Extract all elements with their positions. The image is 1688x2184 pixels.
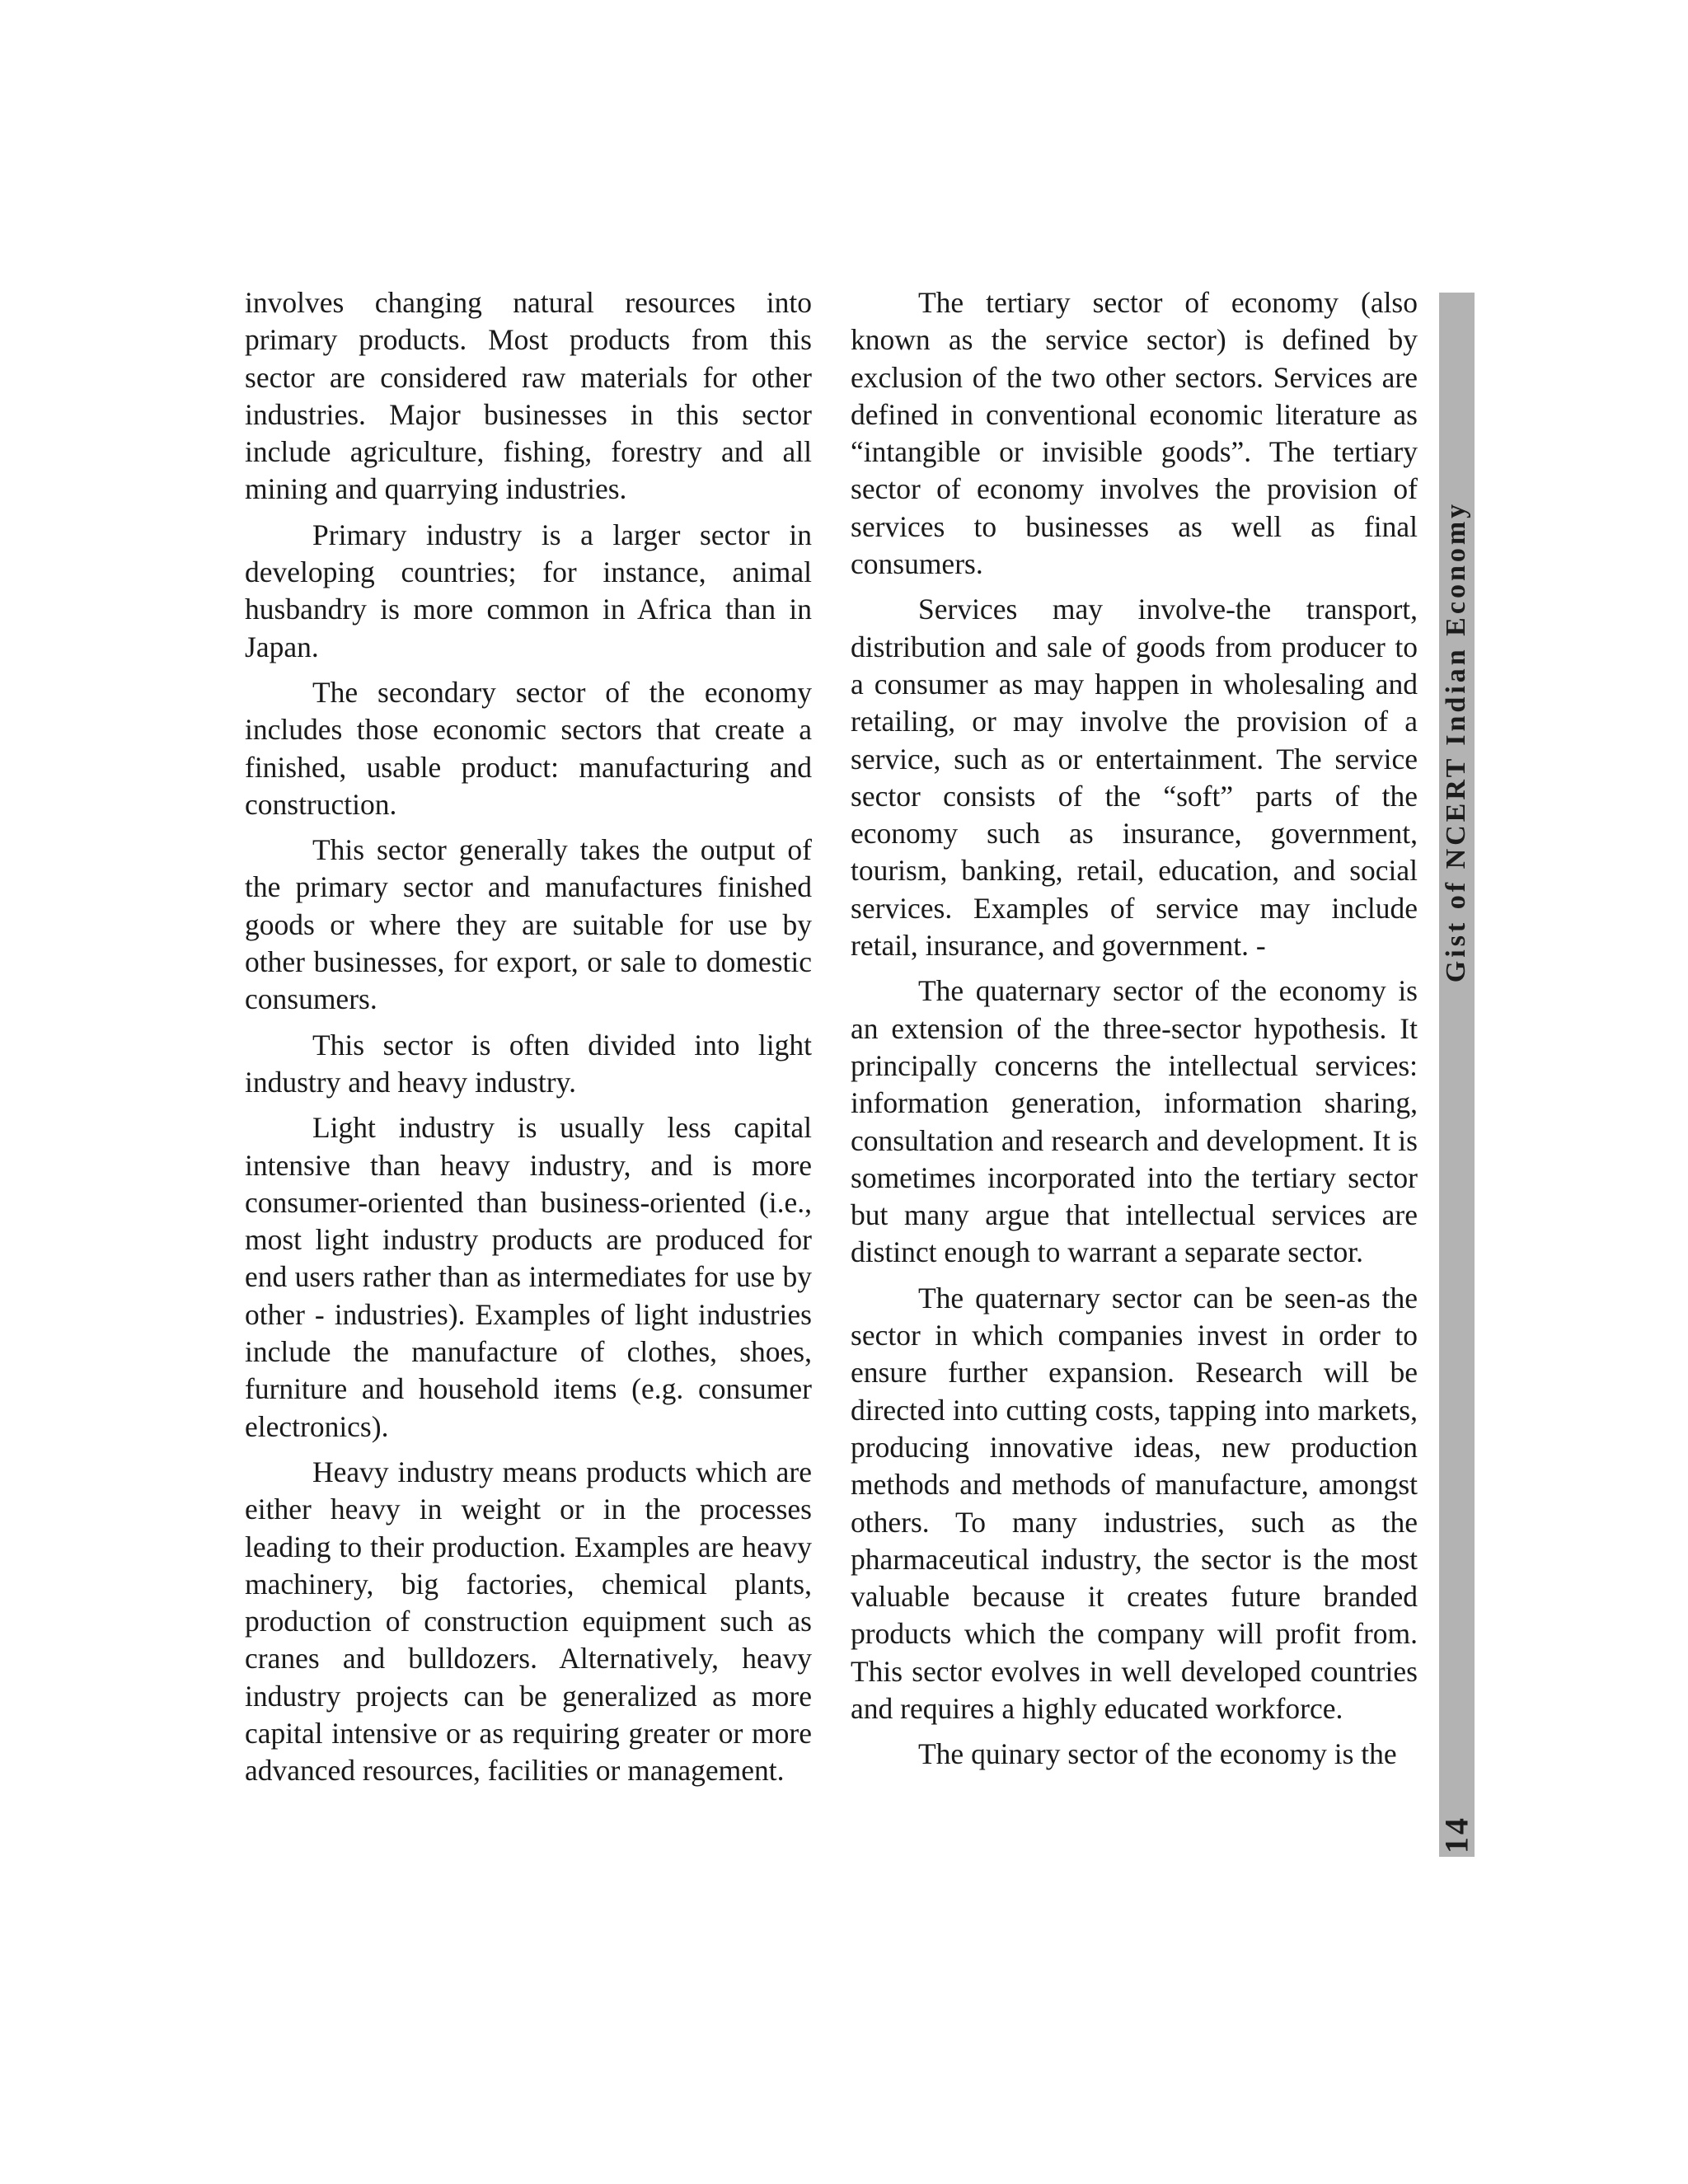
paragraph: The quinary sector of the economy is the	[918, 1737, 1397, 1771]
page-number: 14	[1437, 1816, 1475, 1854]
running-title: Gist of NCERT Indian Economy	[1441, 500, 1471, 983]
paragraph: Primary industry is a larger sector in developing countries; for instance, animal husbandry is more common in Africa than in Japan.	[245, 518, 812, 663]
paragraph: The secondary sector of the economy includes those economic sectors that create a finished, usable product: manufacturing and construction.	[245, 675, 812, 821]
right-text-column	[851, 284, 1418, 1782]
paragraph: involves changing natural resources into primary products. Most products from this sector are considered raw materials for other industries. Major businesses in this sector include agriculture, fishing, forestry and all mining and quarrying industries.	[245, 286, 812, 506]
paragraph: Services may involve-the transport, distribution and sale of goods from producer to a consumer as may happen in wholesaling and retailing, or may involve the provision of a service, such as or entertainment. The service sector consists of the “soft” parts of the economy such as insurance, government, tourism, banking, retail, education, and social services. Examples of service may include retail, insurance, and government. -	[851, 593, 1418, 963]
paragraph: Heavy industry means products which are either heavy in weight or in the processes leading to their production. Examples are heavy machinery, big factories, chemical plants, production of construction equipment such as cranes and bulldozers. Alternatively, heavy industry projects can be generalized as more capital intensive or as requiring greater or more advanced resources, facilities or management.	[245, 1455, 812, 1788]
paragraph: The quaternary sector can be seen-as the sector in which companies invest in order to ensure further expansion. Research will be directed into cutting costs, tapping into markets, producing innovative ideas, new production methods and methods of manufacture, amongst others. To many industries, such as the pharmaceutical industry, the sector is the most valuable because it creates future branded products which the company will profit from. This sector evolves in well developed countries and requires a highly educated workforce.	[851, 1281, 1418, 1725]
paragraph: The tertiary sector of economy (also known as the service sector) is defined by exclusion of the two other sectors. Services are defined in conventional economic literature as “intangible or invisible goods”. The tertiary sector of economy involves the provision of services to businesses as well as final consumers.	[851, 286, 1418, 581]
paragraph: This sector generally takes the output of the primary sector and manufactures finished goods or where they are suitable for use by other businesses, for export, or sale to domestic consumers.	[245, 833, 812, 1016]
paragraph: This sector is often divided into light industry and heavy industry.	[245, 1028, 812, 1099]
left-text-column	[245, 284, 812, 1798]
paragraph: The quaternary sector of the economy is an extension of the three-sector hypothesis. It principally concerns the intellectual services: information generation, information sharing, consultation and research and development. It is sometimes incorporated into the tertiary sector but many argue that intellectual services are distinct enough to warrant a separate sector.	[851, 974, 1418, 1269]
paragraph: Light industry is usually less capital intensive than heavy industry, and is more consumer-oriented than business-oriented (i.e., most light industry products are produced for end users rather than as intermediates for use by other - industries). Examples of light industries include the manufacture of clothes, shoes, furniture and household items (e.g. consumer electronics).	[245, 1111, 812, 1443]
